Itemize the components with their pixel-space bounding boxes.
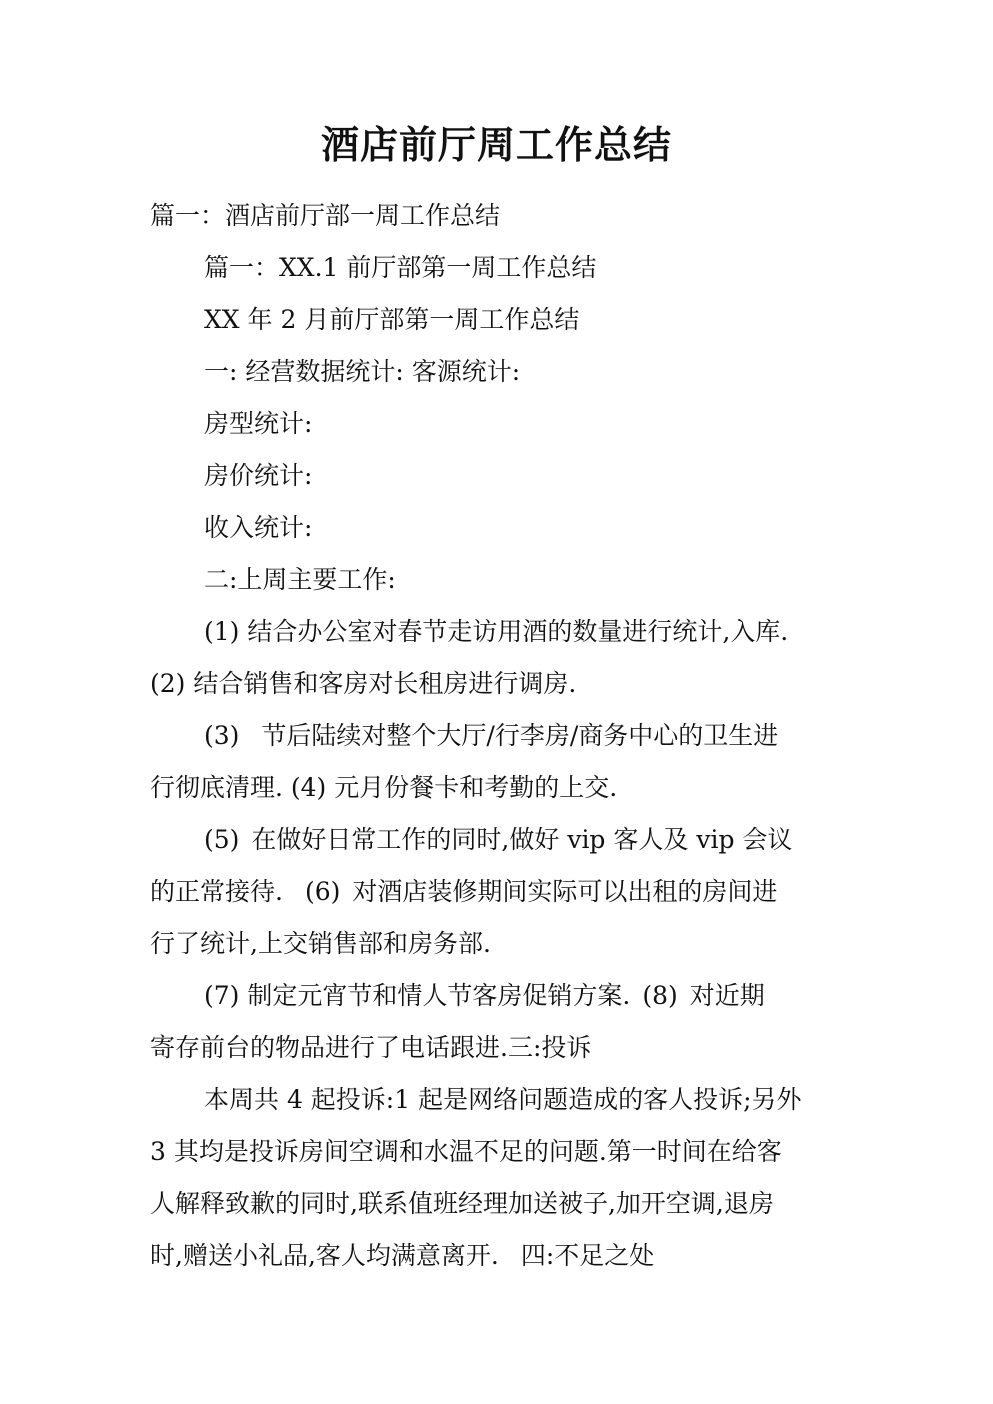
paragraph: 篇一：XX.1 前厅部第一周工作总结 — [204, 253, 597, 282]
paragraph: 一: 经营数据统计: 客源统计: — [204, 357, 521, 386]
paragraph: 3 其均是投诉房间空调和水温不足的问题.第一时间在给客 — [150, 1137, 782, 1166]
item-text: 的正常接待. — [150, 877, 283, 906]
item-number: (5) — [204, 825, 240, 854]
paragraph — [150, 970, 842, 1022]
item-text: 在做好日常工作的同时,做好 vip 客人及 vip 会议 — [251, 825, 793, 854]
paragraph — [150, 814, 842, 866]
paragraph: 收入统计: — [204, 513, 313, 542]
paragraph: XX 年 2 月前厅部第一周工作总结 — [204, 305, 580, 334]
paragraph: 行彻底清理. (4) 元月份餐卡和考勤的上交. — [150, 773, 618, 802]
paragraph: 二:上周主要工作: — [204, 565, 396, 594]
paragraph — [150, 1230, 842, 1282]
section-heading: 四:不足之处 — [520, 1241, 655, 1270]
item-number: (8) — [642, 981, 678, 1010]
document-title: 酒店前厅周工作总结 — [320, 122, 672, 167]
paragraph: 房型统计: — [204, 409, 313, 438]
item-number: (6) — [304, 877, 341, 906]
paragraph — [150, 866, 842, 918]
paragraph: 房价统计: — [204, 461, 313, 490]
paragraph — [150, 710, 842, 762]
item-number: (3) — [204, 721, 240, 750]
item-text: 节后陆续对整个大厅/行李房/商务中心的卫生进 — [261, 721, 779, 750]
paragraph: (1) 结合办公室对春节走访用酒的数量进行统计,入库. — [204, 617, 789, 646]
paragraph: 行了统计,上交销售部和房务部. — [150, 929, 491, 958]
document-body — [150, 190, 842, 1282]
item-text: 对酒店装修期间实际可以出租的房间进 — [352, 877, 778, 906]
paragraph: 本周共 4 起投诉:1 起是网络问题造成的客人投诉;另外 — [204, 1085, 802, 1114]
item-text: 对近期 — [689, 981, 765, 1010]
item-text: (7) 制定元宵节和情人节客房促销方案. — [204, 981, 631, 1010]
paragraph: (2) 结合销售和客房对长租房进行调房. — [150, 669, 577, 698]
item-text: 时,赠送小礼品,客人均满意离开. — [150, 1241, 499, 1270]
section-heading: 篇一：酒店前厅部一周工作总结 — [150, 201, 501, 230]
paragraph: 寄存前台的物品进行了电话跟进.三:投诉 — [150, 1033, 592, 1062]
paragraph: 人解释致歉的同时,联系值班经理加送被子,加开空调,退房 — [150, 1189, 774, 1218]
